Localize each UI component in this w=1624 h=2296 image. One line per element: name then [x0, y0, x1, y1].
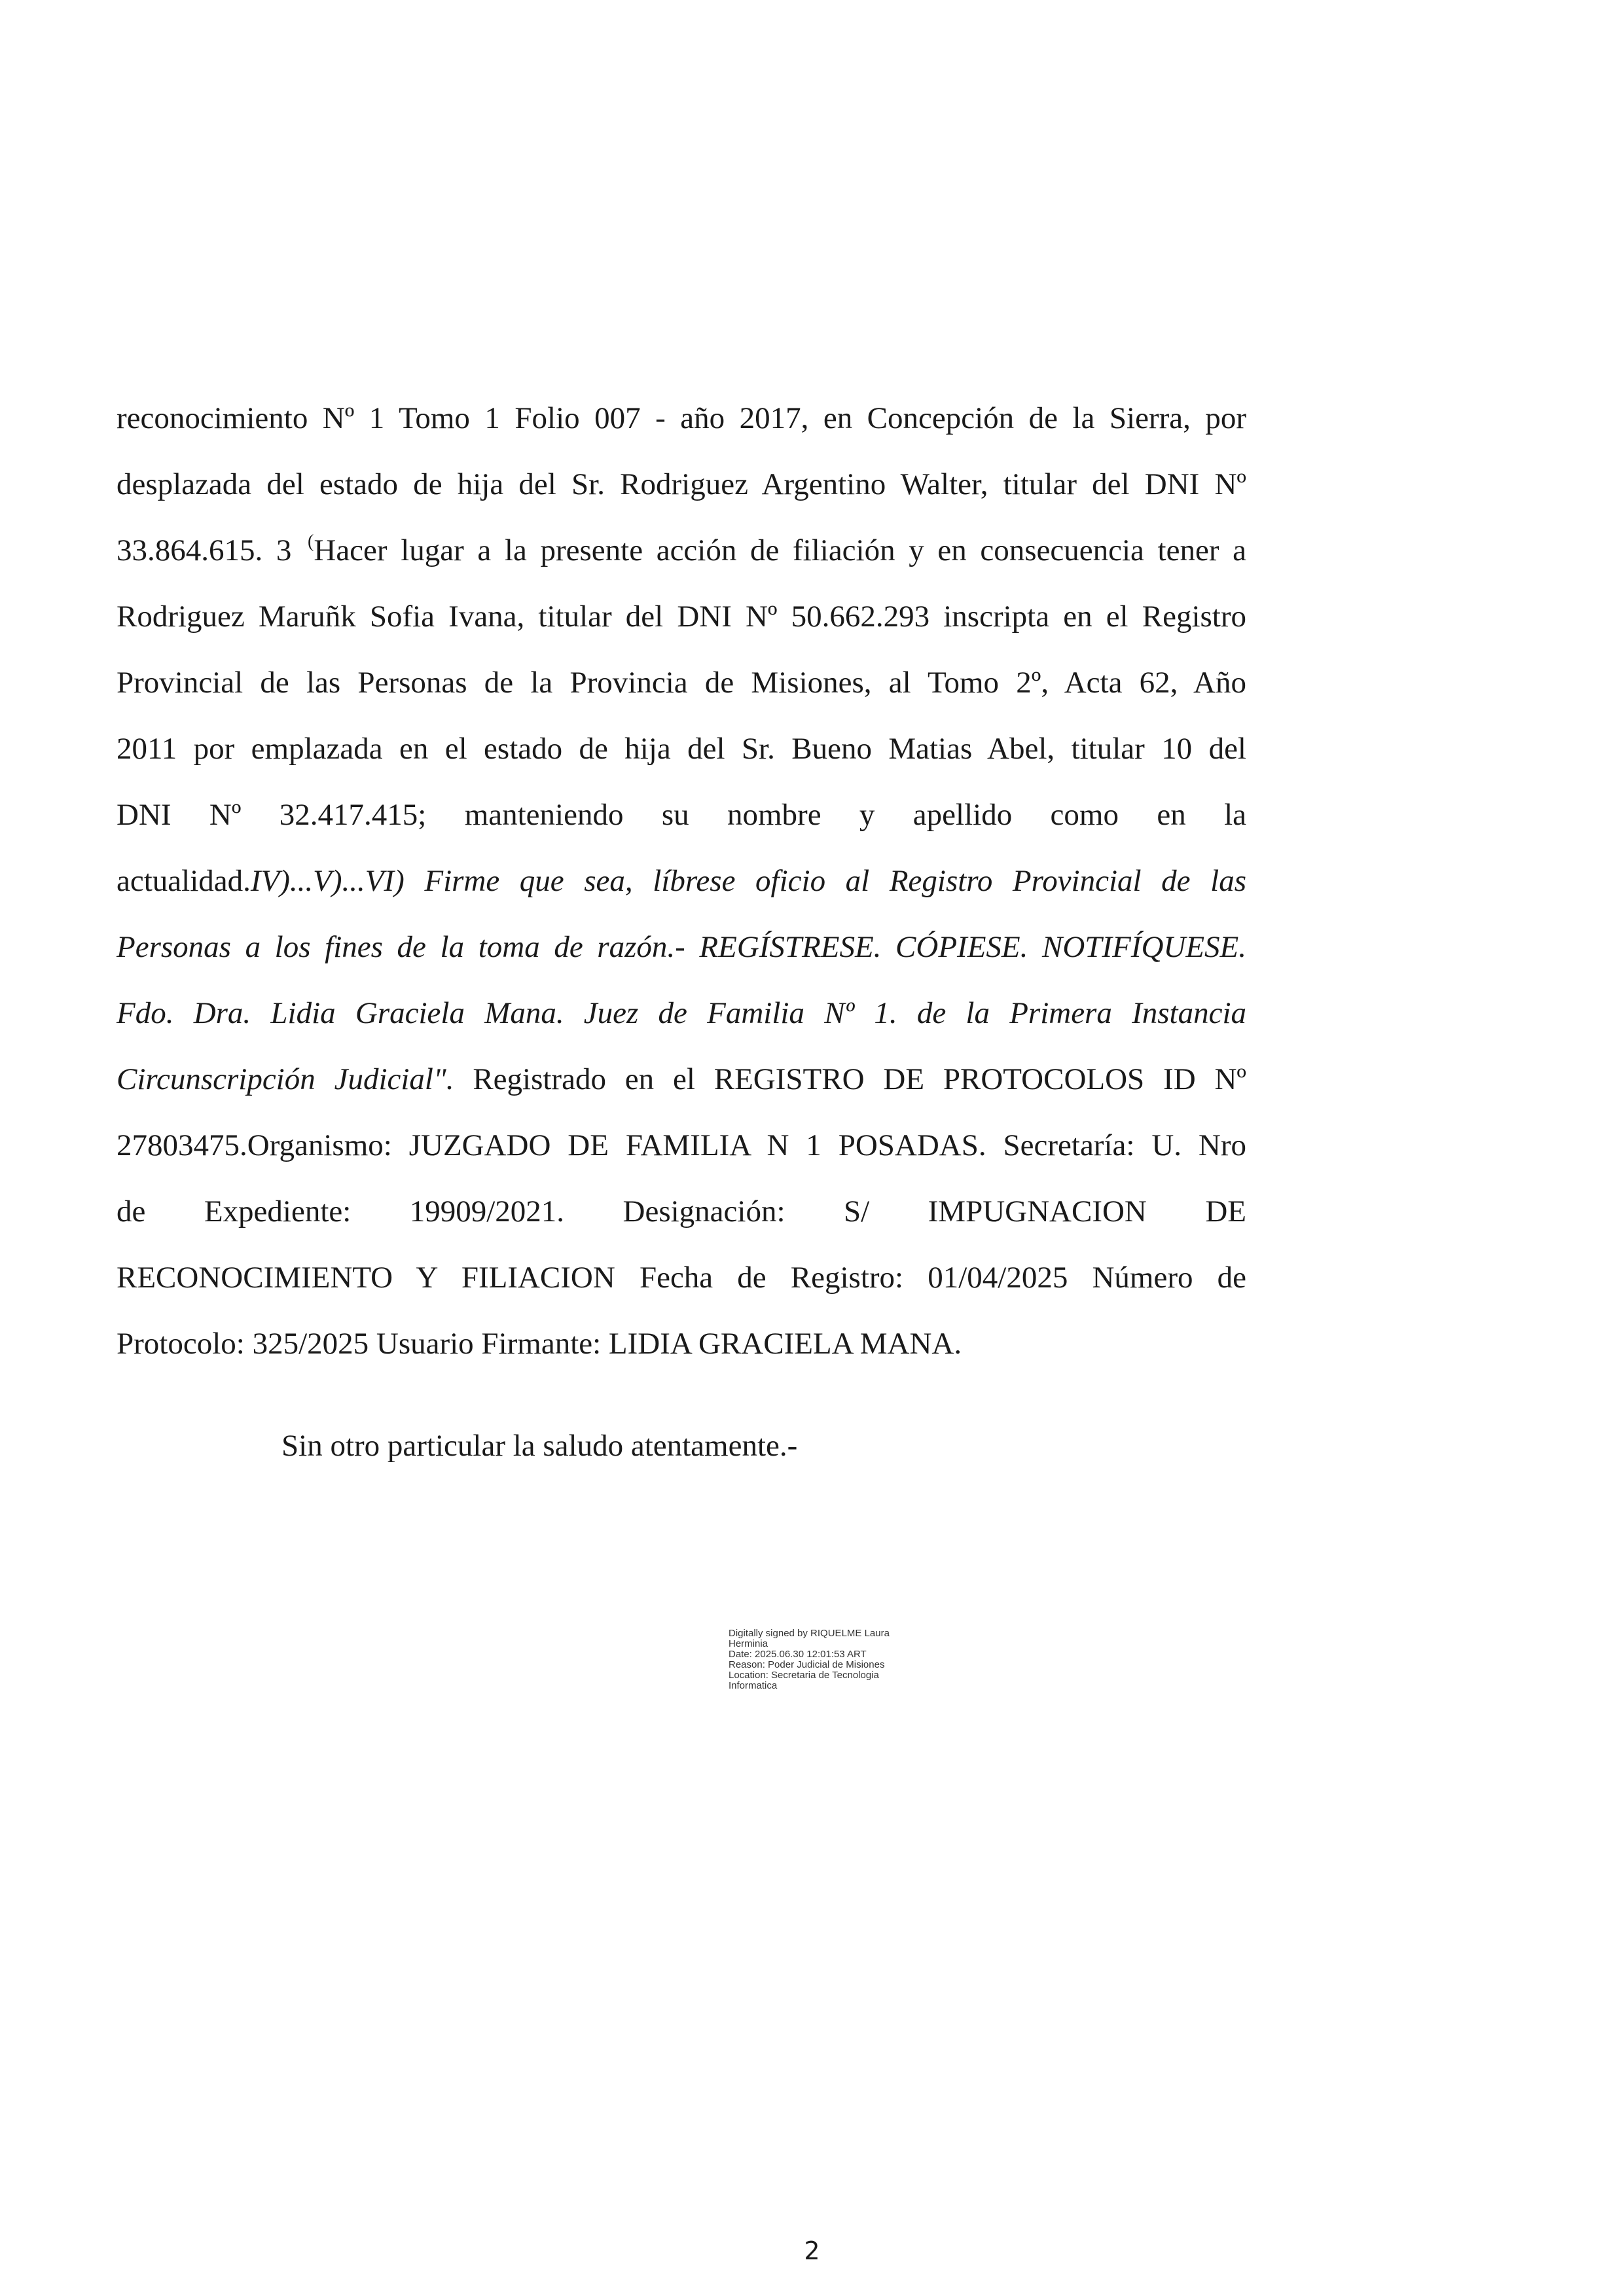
body-line: DNI Nº 32.417.415; manteniendo su nombre y apellido como en la	[117, 798, 1246, 832]
page-number: 2	[804, 2236, 820, 2265]
body-line: de Expediente: 19909/2021. Designación: S/ IMPUGNACION DE	[117, 1194, 1246, 1229]
body-line-text: Registrado en el REGISTRO DE PROTOCOLOS ID Nº	[454, 1062, 1246, 1096]
body-line-italic: IV)...V)...VI) Firme que sea, líbrese oficio al Registro Provincial de las	[250, 864, 1246, 898]
signature-line: Date: 2025.06.30 12:01:53 ART	[729, 1649, 867, 1660]
body-line: Provincial de las Personas de la Provincia de Misiones, al Tomo 2º, Acta 62, Año	[117, 666, 1246, 700]
body-line-text: 33.864.615. 3	[117, 533, 306, 567]
body-line: 27803475.Organismo: JUZGADO DE FAMILIA N 1 POSADAS. Secretaría: U. Nro	[117, 1128, 1246, 1162]
body-line: Rodriguez Maruñk Sofia Ivana, titular del DNI Nº 50.662.293 inscripta en el Registro	[117, 600, 1246, 634]
body-line-text: actualidad.	[117, 864, 251, 898]
body-line: reconocimiento Nº 1 Tomo 1 Folio 007 - año 2017, en Concepción de la Sierra, por	[117, 401, 1246, 435]
body-line: 2011 por emplazada en el estado de hija del Sr. Bueno Matias Abel, titular 10 del	[117, 732, 1246, 766]
body-line: Protocolo: 325/2025 Usuario Firmante: LIDIA GRACIELA MANA.	[117, 1327, 962, 1361]
body-line: RECONOCIMIENTO Y FILIACION Fecha de Registro: 01/04/2025 Número de	[117, 1261, 1246, 1295]
body-line: desplazada del estado de hija del Sr. Rodriguez Argentino Walter, titular del DNI Nº	[117, 467, 1246, 501]
body-line: Personas a los fines de la toma de razón.- REGÍSTRESE. CÓPIESE. NOTIFÍQUESE.	[117, 930, 1246, 964]
closing-line: Sin otro particular la saludo atentamente.-	[281, 1429, 798, 1463]
body-line-italic: Circunscripción Judicial".	[117, 1062, 454, 1096]
body-line: Fdo. Dra. Lidia Graciela Mana. Juez de Familia Nº 1. de la Primera Instancia	[117, 996, 1246, 1030]
body-line	[117, 1064, 1246, 1095]
signature-line: Location: Secretaria de Tecnologia	[729, 1670, 879, 1681]
signature-line: Digitally signed by RIQUELME Laura	[729, 1628, 890, 1639]
signature-line: Informatica	[729, 1680, 778, 1691]
body-line	[117, 866, 1246, 897]
body-line	[117, 531, 1246, 567]
footnote-mark: (	[308, 531, 314, 552]
digital-signature-stamp	[729, 1628, 938, 1691]
body-line-text: Hacer lugar a la presente acción de filiación y en consecuencia tener a	[314, 533, 1246, 567]
signature-line: Reason: Poder Judicial de Misiones	[729, 1659, 885, 1670]
signature-line: Herminia	[729, 1638, 768, 1649]
